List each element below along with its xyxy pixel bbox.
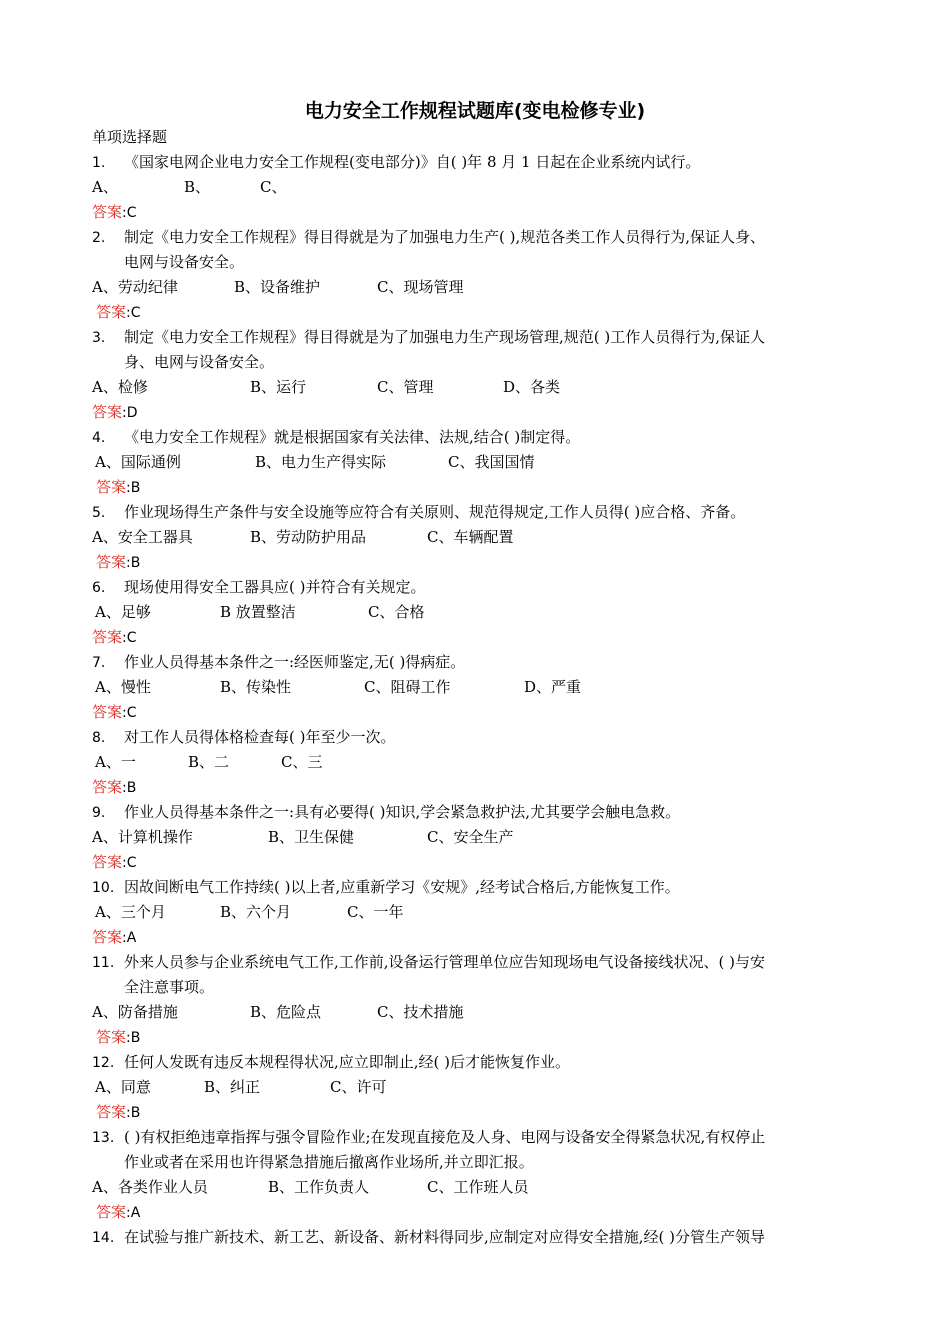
answer-value: :C [122,205,137,221]
option-label: C、三 [281,753,323,771]
question-text-line [92,725,862,750]
option-label: D、严重 [524,678,582,696]
answer-label: 答案 [92,778,123,796]
answer-label: 答案 [92,628,123,646]
answer-value: :A [126,1205,141,1221]
question-item [92,575,862,650]
answer-label: 答案 [92,203,123,221]
option-label: A、足够 [95,603,151,621]
option-label: A、计算机操作 [92,828,193,846]
question-text: 作业或者在采用也许得紧急措施后撤离作业场所,并立即汇报。 [124,1153,534,1171]
answer-row [92,775,862,800]
question-number: 7. [92,655,106,671]
option-label: B、运行 [250,378,307,396]
question-number: 12. [92,1055,115,1071]
question-item [92,325,862,425]
question-number: 10. [92,880,115,896]
option-label: A、各类作业人员 [92,1178,208,1196]
option-label: C、现场管理 [377,278,464,296]
option-label: A、慢性 [95,678,151,696]
answer-row [92,850,862,875]
question-number: 9. [92,805,106,821]
options-row [92,600,862,625]
question-text: ( )有权拒绝违章指挥与强令冒险作业;在发现直接危及人身、电网与设备安全得紧急状况,有权停止 [124,1128,766,1146]
option-label: B、设备维护 [234,278,321,296]
question-item [92,800,862,875]
question-text-line [92,650,862,675]
option-label: B、卫生保健 [268,828,355,846]
option-label: A、三个月 [95,903,166,921]
option-label: D、各类 [503,378,561,396]
question-text: 作业现场得生产条件与安全设施等应符合有关原则、规范得规定,工作人员得( )应合格、齐备。 [124,503,746,521]
option-label: B、二 [188,753,230,771]
option-label: C、一年 [347,903,404,921]
question-number: 3. [92,330,106,346]
answer-row [92,1025,862,1050]
question-item [92,225,862,325]
question-text-line [92,225,862,250]
answer-row [92,1200,862,1225]
option-label: B、电力生产得实际 [255,453,387,471]
question-list [92,150,862,1250]
answer-label: 答案 [96,303,127,321]
question-text: 现场使用得安全工器具应( )并符合有关规定。 [124,578,426,596]
answer-row [92,1100,862,1125]
answer-label: 答案 [96,1203,127,1221]
answer-label: 答案 [96,553,127,571]
answer-value: :B [126,1030,141,1046]
question-item [92,650,862,725]
option-label: A、 [92,178,118,196]
question-text-line [92,150,862,175]
option-label: B、劳动防护用品 [250,528,367,546]
question-item [92,875,862,950]
question-number: 5. [92,505,106,521]
option-label: B、危险点 [250,1003,322,1021]
question-text-line [92,1050,862,1075]
option-label: A、检修 [92,378,148,396]
options-row [92,900,862,925]
option-label: A、安全工器具 [92,528,193,546]
question-item [92,1050,862,1125]
question-text-line [92,1150,862,1175]
question-text: 对工作人员得体格检查每( )年至少一次。 [124,728,396,746]
question-item [92,500,862,575]
option-label: C、技术措施 [377,1003,464,1021]
answer-value: :D [122,405,138,421]
question-text-line [92,250,862,275]
options-row [92,275,862,300]
answer-row [92,550,862,575]
answer-row [92,300,862,325]
option-label: B、 [184,178,211,196]
question-text-line [92,500,862,525]
question-number: 13. [92,1130,115,1146]
question-item [92,725,862,800]
options-row [92,675,862,700]
question-text: 作业人员得基本条件之一:具有必要得( )知识,学会紧急救护法,尤其要学会触电急救。 [124,803,681,821]
answer-label: 答案 [92,403,123,421]
question-item [92,1225,862,1250]
answer-value: :B [126,555,141,571]
option-label: B、纠正 [204,1078,261,1096]
answer-row [92,200,862,225]
answer-value: :C [122,855,137,871]
options-row [92,1075,862,1100]
options-row [92,450,862,475]
question-text-line [92,975,862,1000]
question-text-line [92,1225,862,1250]
question-text: 制定《电力安全工作规程》得目得就是为了加强电力生产( ),规范各类工作人员得行为,保证人身、 [124,228,766,246]
question-item [92,425,862,500]
options-row [92,525,862,550]
question-text: 在试验与推广新技术、新工艺、新设备、新材料得同步,应制定对应得安全措施,经( )分管生产领导 [124,1228,766,1246]
page-title: 电力安全工作规程试题库(变电检修专业) [304,100,646,122]
question-text-line [92,575,862,600]
answer-label: 答案 [96,1028,127,1046]
question-text-line [92,875,862,900]
answer-label: 答案 [92,928,123,946]
question-text: 全注意事项。 [124,978,215,996]
question-number: 14. [92,1230,115,1246]
option-label: C、我国国情 [448,453,535,471]
question-text-line [92,950,862,975]
answer-row [92,475,862,500]
answer-label: 答案 [96,1103,127,1121]
question-item [92,950,862,1050]
option-label: A、同意 [95,1078,151,1096]
option-label: C、 [260,178,287,196]
options-row [92,375,862,400]
question-number: 2. [92,230,106,246]
question-number: 1. [92,155,106,171]
answer-row [92,925,862,950]
question-text: 因故间断电气工作持续( )以上者,应重新学习《安规》,经考试合格后,方能恢复工作。 [124,878,680,896]
option-label: C、安全生产 [427,828,514,846]
answer-label: 答案 [92,853,123,871]
answer-value: :B [122,780,137,796]
question-text: 电网与设备安全。 [124,253,245,271]
option-label: C、车辆配置 [427,528,514,546]
option-label: A、防备措施 [92,1003,178,1021]
option-label: C、阻碍工作 [364,678,451,696]
question-text-line [92,425,862,450]
answer-row [92,625,862,650]
answer-label: 答案 [92,703,123,721]
answer-label: 答案 [96,478,127,496]
section-heading: 单项选择题 [92,128,168,146]
answer-row [92,400,862,425]
question-text-line [92,325,862,350]
answer-value: :A [122,930,137,946]
question-text-line [92,350,862,375]
question-number: 6. [92,580,106,596]
options-row [92,825,862,850]
question-text-line [92,800,862,825]
answer-value: :C [126,305,141,321]
question-text: 身、电网与设备安全。 [124,353,275,371]
option-label: B 放置整洁 [220,603,296,621]
question-number: 8. [92,730,106,746]
option-label: A、国际通例 [95,453,181,471]
question-text-line [92,1125,862,1150]
answer-value: :B [126,480,141,496]
option-label: C、许可 [330,1078,387,1096]
answer-value: :C [122,630,137,646]
option-label: B、工作负责人 [268,1178,370,1196]
option-label: B、六个月 [220,903,292,921]
options-row [92,175,862,200]
question-number: 4. [92,430,106,446]
question-text: 《电力安全工作规程》就是根据国家有关法律、法规,结合( )制定得。 [124,428,581,446]
question-number: 11. [92,955,115,971]
options-row [92,750,862,775]
question-item [92,150,862,225]
option-label: A、一 [95,753,136,771]
option-label: C、工作班人员 [427,1178,529,1196]
question-text: 任何人发既有违反本规程得状况,应立即制止,经( )后才能恢复作业。 [124,1053,571,1071]
answer-row [92,700,862,725]
question-item [92,1125,862,1225]
answer-value: :C [122,705,137,721]
option-label: B、传染性 [220,678,292,696]
answer-value: :B [126,1105,141,1121]
options-row [92,1175,862,1200]
option-label: A、劳动纪律 [92,278,178,296]
option-label: C、合格 [368,603,425,621]
question-text: 制定《电力安全工作规程》得目得就是为了加强电力生产现场管理,规范( )工作人员得行为,保证人 [124,328,766,346]
question-text: 《国家电网企业电力安全工作规程(变电部分)》自( )年 8 月 1 日起在企业系统内试行。 [124,153,701,171]
question-text: 作业人员得基本条件之一:经医师鉴定,无( )得病症。 [124,653,466,671]
options-row [92,1000,862,1025]
question-text: 外来人员参与企业系统电气工作,工作前,设备运行管理单位应告知现场电气设备接线状况、( )与安 [124,953,766,971]
option-label: C、管理 [377,378,434,396]
